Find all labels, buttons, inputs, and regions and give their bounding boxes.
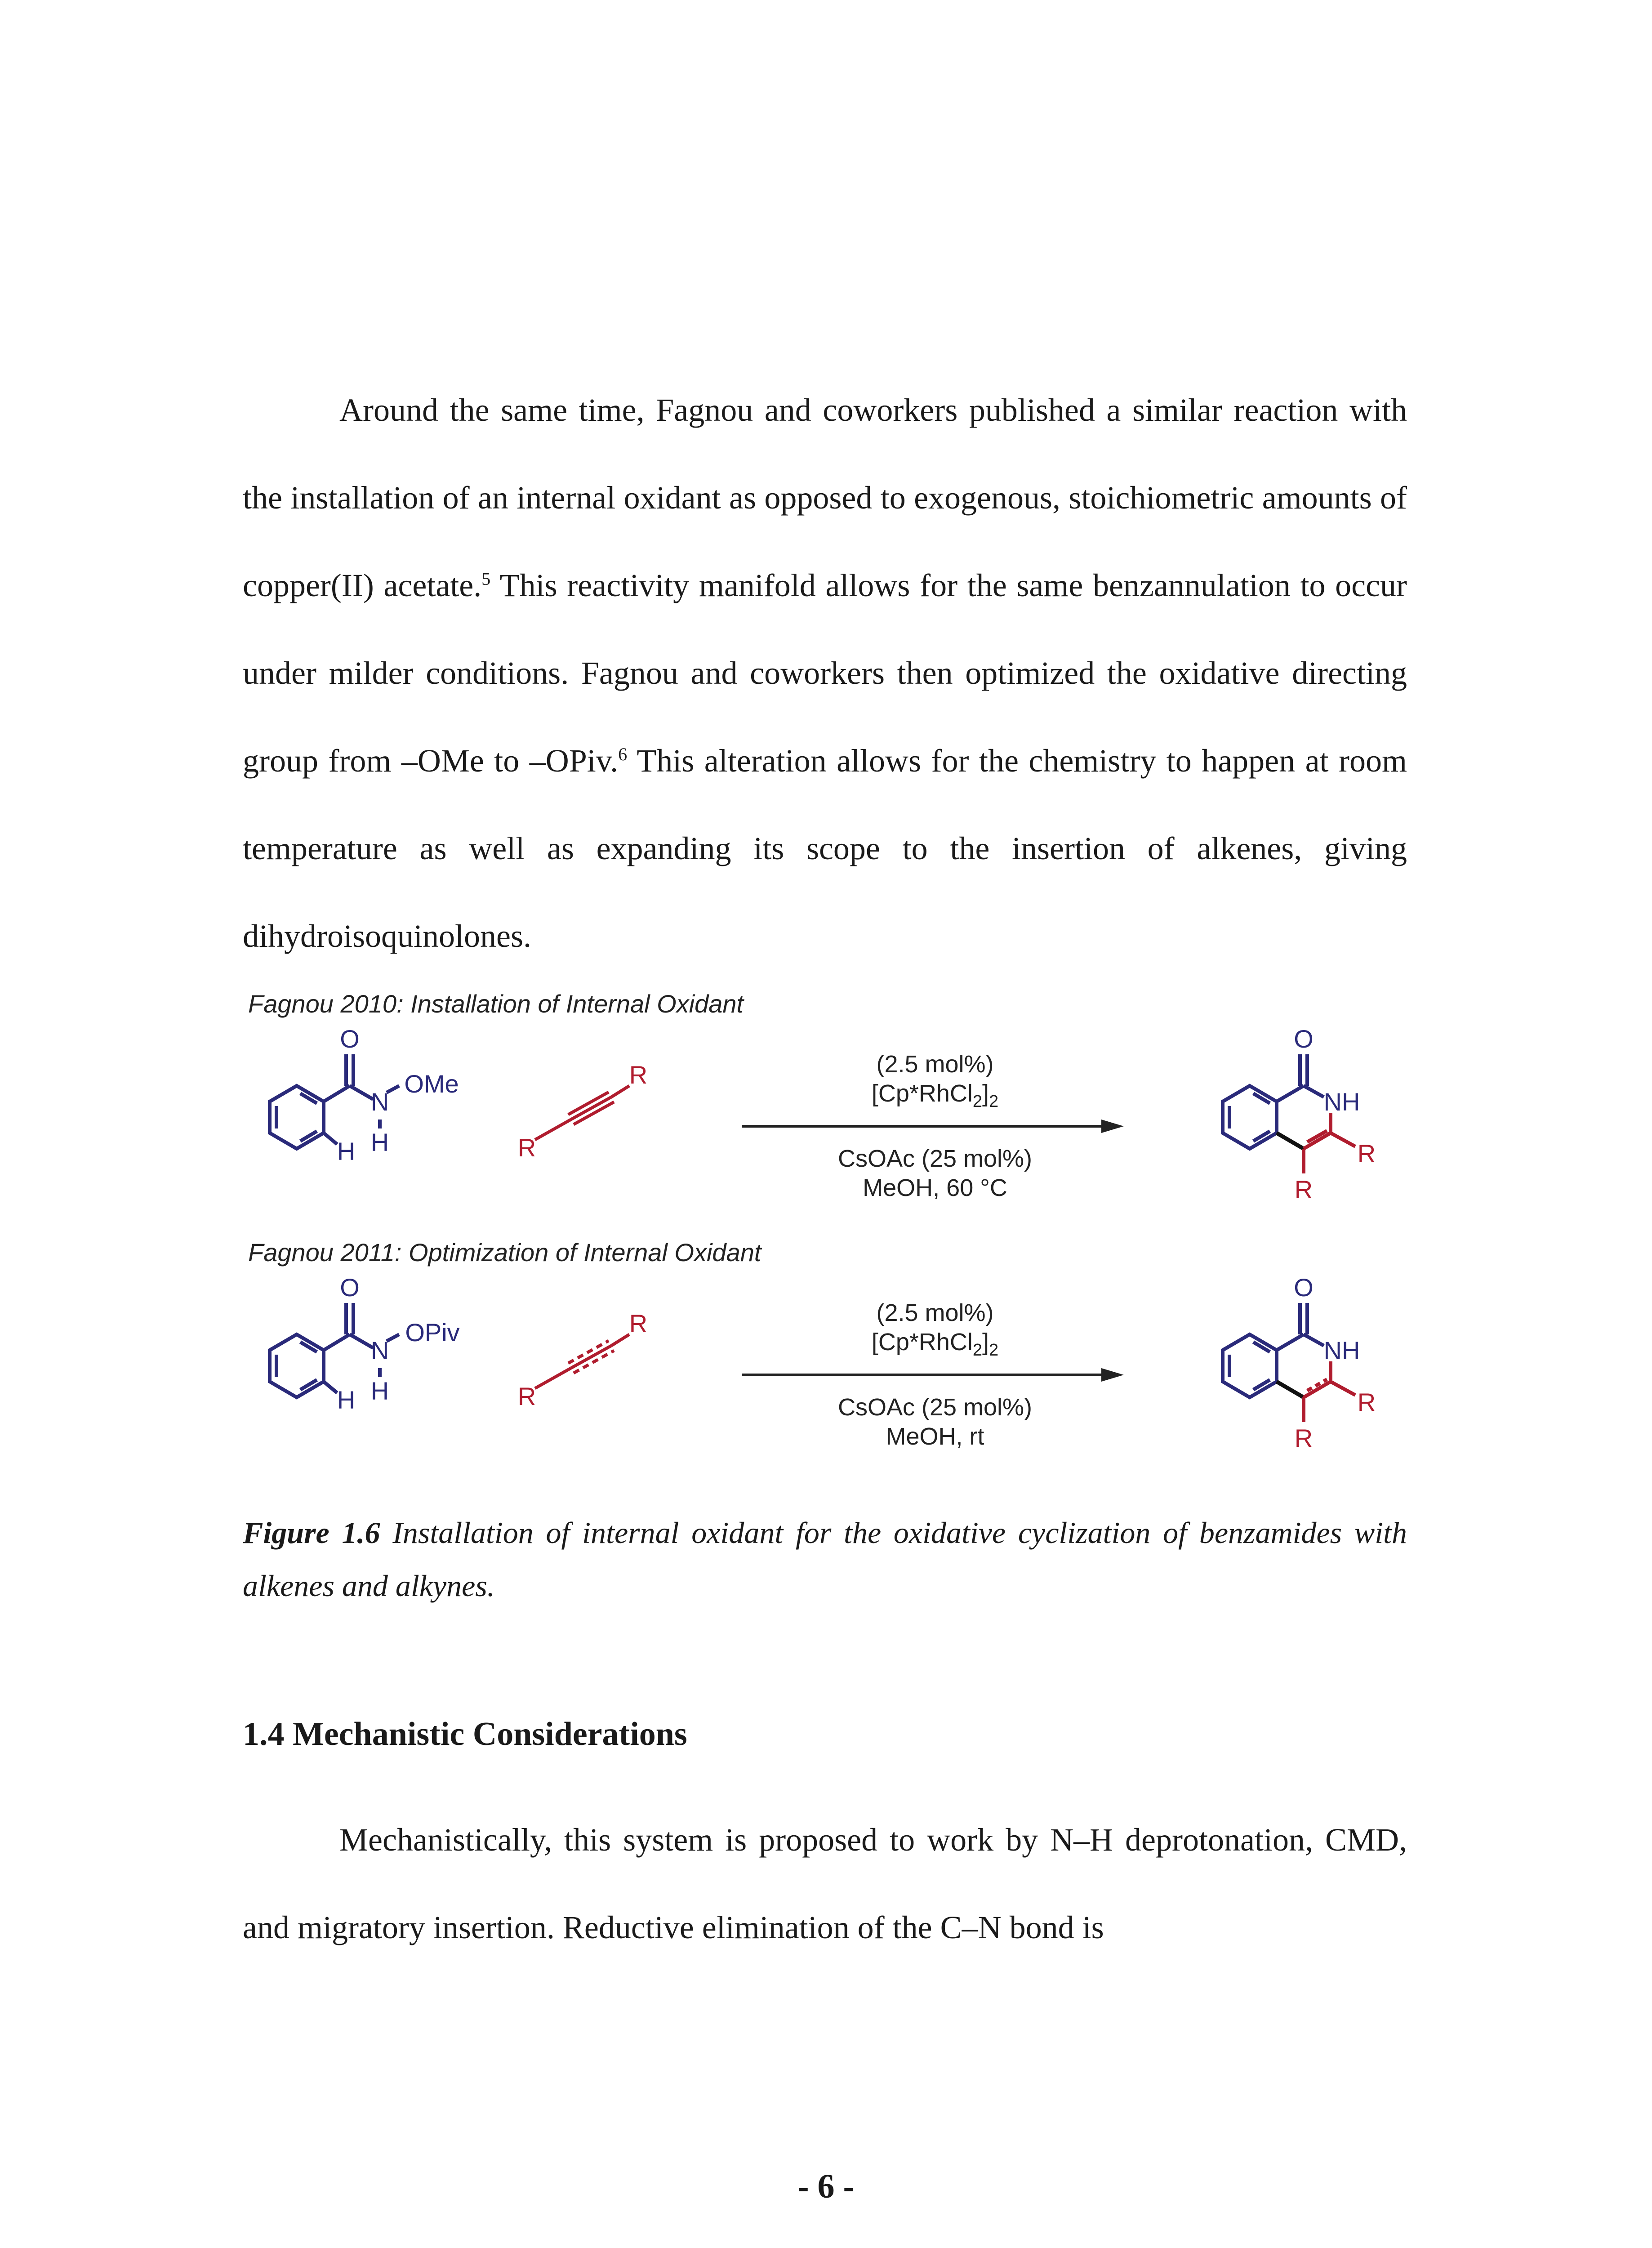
alkyne-r-label: R <box>629 1061 648 1089</box>
section-heading: 1.4 Mechanistic Considerations <box>243 1716 687 1753</box>
alkyne-or-alkene-reagent <box>535 1334 629 1388</box>
amide-hydrogen-label: H <box>370 1128 389 1156</box>
isoquinolone-product <box>1223 1054 1324 1149</box>
product-r-label: R <box>1357 1388 1376 1416</box>
alkyne-r-label: R <box>517 1382 536 1410</box>
conditions-label: MeOH, 60 °C <box>863 1174 1007 1201</box>
carbonyl-oxygen-label: O <box>340 1030 360 1053</box>
reference-5: 5 <box>481 569 491 589</box>
additive-label: CsOAc (25 mol%) <box>837 1145 1033 1172</box>
page-number: - 6 - <box>797 2168 855 2205</box>
paragraph-text: Mechanistically, this system is proposed to work by N–H deprotonation, CMD, and migratory insertion. Reductive elimination of the C–N bond is <box>243 1822 1407 1945</box>
product-r-label: R <box>1294 1175 1313 1204</box>
paragraph-mechanism <box>243 1796 1407 1971</box>
reaction-arrow <box>742 1368 1124 1382</box>
figure-label: Figure 1.6 <box>243 1516 380 1550</box>
scheme-title: Fagnou 2011: Optimization of Internal Oxidant <box>248 1238 761 1267</box>
product-r-label: R <box>1357 1139 1376 1168</box>
additive-label: CsOAc (25 mol%) <box>837 1394 1033 1421</box>
paragraph-text: This alteration allows for the chemistry to happen at room temperature as well as expanding its scope to the insertion of alkenes, giving dihydroisoquinolones. <box>243 743 1407 954</box>
product-r-label: R <box>1294 1424 1313 1452</box>
scheme-title: Fagnou 2010: Installation of Internal Oxidant <box>248 990 744 1018</box>
reaction-scheme-2010 <box>225 1030 1438 1236</box>
dihydroisoquinolone-product <box>1223 1303 1324 1397</box>
conditions-label: MeOH, rt <box>886 1423 984 1450</box>
paragraph-text: Around the same time, Fagnou and coworkers published a similar reaction with the installation of an internal oxidant as opposed to exogenous, stoichiometric amounts of copper(II) acetate. <box>243 392 1407 603</box>
catalyst-formula: $[Cp*RhCl_2]_2$ <box>871 1329 999 1360</box>
alkyne-r-label: R <box>629 1309 648 1338</box>
amide-nitrogen-label: N <box>370 1088 389 1116</box>
paragraph-intro <box>243 366 1407 980</box>
ortho-hydrogen-label: H <box>337 1386 356 1414</box>
catalyst-formula: $[Cp*RhCl_2]_2$ <box>871 1080 999 1111</box>
product-oxygen-label: O <box>1294 1030 1314 1053</box>
amide-hydrogen-label: H <box>370 1377 389 1405</box>
figure-caption <box>243 1506 1407 1612</box>
caption-text: Installation of internal oxidant for the oxidative cyclization of benzamides with alkenes and alkynes. <box>243 1516 1407 1603</box>
product-nh-label: NH <box>1323 1088 1360 1116</box>
ortho-hydrogen-label: H <box>337 1137 356 1165</box>
catalyst-loading: (2.5 mol%) <box>876 1051 994 1078</box>
product-oxygen-label: O <box>1294 1278 1314 1302</box>
alkyne-r-label: R <box>517 1133 536 1162</box>
oxidant-group-label: OPiv <box>405 1318 460 1347</box>
reference-6: 6 <box>618 744 628 764</box>
amide-nitrogen-label: N <box>370 1336 389 1365</box>
alkyne-reagent <box>535 1086 629 1140</box>
paragraph-text: This reactivity manifold allows for the same benzannulation to occur under milder conditions. Fagnou and coworkers then optimized the oxidative directing group from –OMe to –OPiv. <box>243 567 1407 779</box>
reaction-arrow <box>742 1120 1124 1133</box>
carbonyl-oxygen-label: O <box>340 1278 360 1302</box>
reaction-scheme-2011 <box>225 1278 1438 1485</box>
oxidant-group-label: OMe <box>404 1070 459 1098</box>
product-nh-label: NH <box>1323 1336 1360 1365</box>
catalyst-loading: (2.5 mol%) <box>876 1299 994 1326</box>
